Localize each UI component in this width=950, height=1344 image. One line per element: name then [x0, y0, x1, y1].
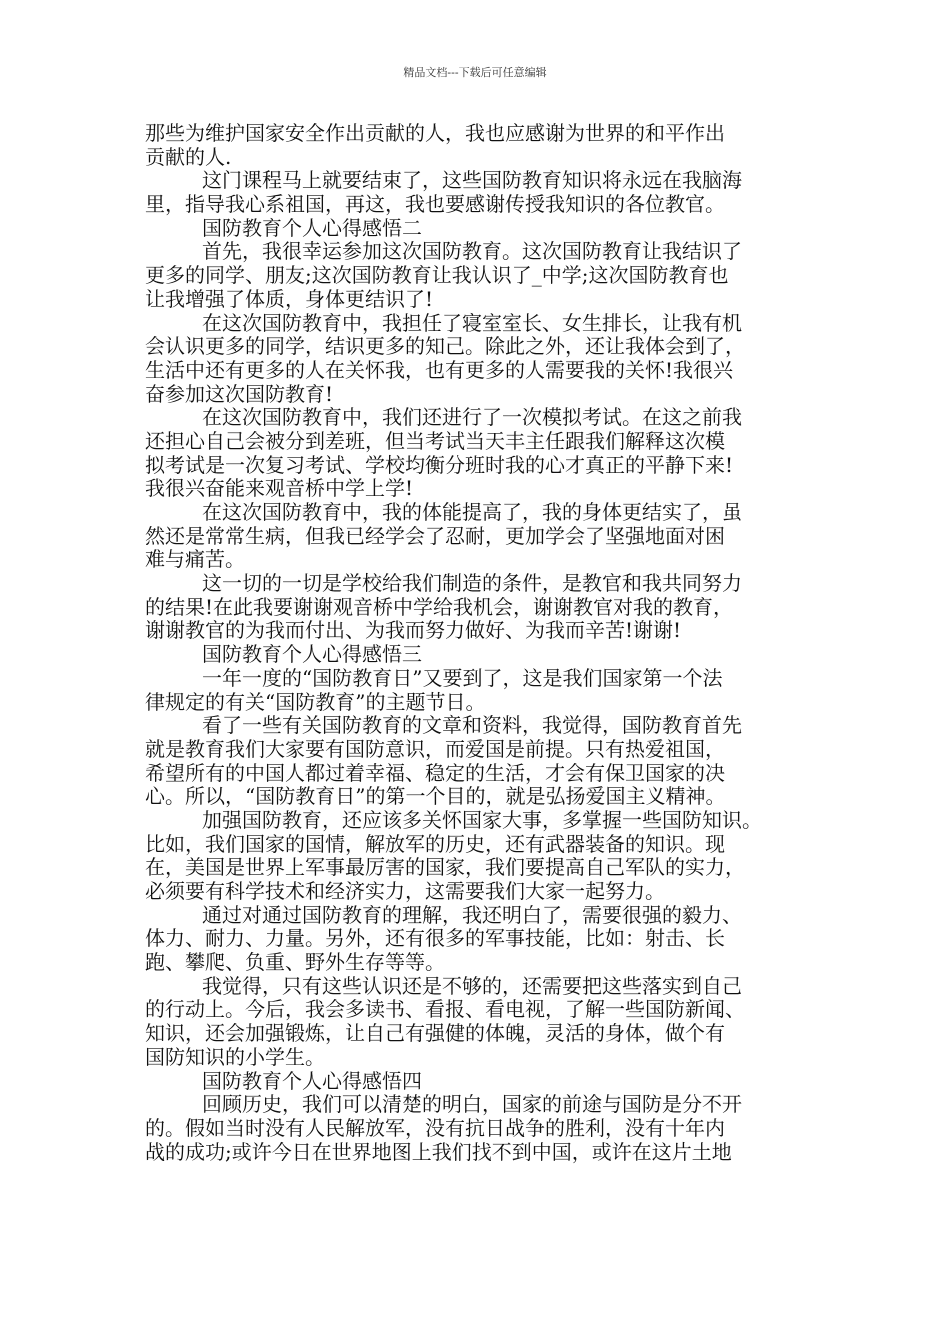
- text-line: 的结果!在此我要谢谢观音桥中学给我机会，谢谢教官对我的教育，: [145, 595, 734, 619]
- text-line: 贡献的人.: [145, 145, 232, 169]
- text-line: 比如，我们国家的国情，解放军的历史，还有武器装备的知识。现: [145, 832, 725, 856]
- text-line: 加强国防教育，还应该多关怀国家大事，多掌握一些国防知识。: [202, 808, 762, 832]
- text-line: 还担心自己会被分到差班，但当考试当天丰主任跟我们解释这次模: [145, 429, 725, 453]
- text-line: 拟考试是一次复习考试、学校均衡分班时我的心才真正的平静下来!: [145, 453, 734, 477]
- text-line: 奋参加这次国防教育!: [145, 382, 334, 406]
- text-line: 国防教育个人心得感悟三: [202, 643, 422, 667]
- text-line: 让我增强了体质，身体更结识了!: [145, 287, 434, 311]
- text-line: 知识，还会加强锻炼，让自己有强健的体魄，灵活的身体，做个有: [145, 1022, 725, 1046]
- text-line: 首先，我很幸运参加这次国防教育。这次国防教育让我结识了: [202, 240, 742, 264]
- text-line: 希望所有的中国人都过着幸福、稳定的生活，才会有保卫国家的决: [145, 761, 725, 785]
- text-line: 必须要有科学技术和经济实力，这需要我们大家一起努力。: [145, 880, 665, 903]
- text-line: 通过对通过国防教育的理解，我还明白了，需要很强的毅力、: [202, 903, 742, 927]
- text-line: 我很兴奋能来观音桥中学上学!: [145, 477, 414, 501]
- text-line: 在这次国防教育中，我的体能提高了，我的身体更结实了，虽: [202, 501, 742, 524]
- text-line: 会认识更多的同学，结识更多的知己。除此之外，还让我体会到了，: [145, 335, 745, 359]
- text-line: 的。假如当时没有人民解放军，没有抗日战争的胜利，没有十年内: [145, 1116, 725, 1140]
- text-line: 在这次国防教育中，我们还进行了一次模拟考试。在这之前我: [202, 406, 742, 430]
- text-line: 律规定的有关“国防教育”的主题节日。: [145, 690, 486, 714]
- page-header: 精品文档---下载后可任意编辑: [403, 66, 547, 79]
- text-line: 生活中还有更多的人在关怀我，也有更多的人需要我的关怀!我很兴: [145, 358, 734, 382]
- text-line: 跑、攀爬、负重、野外生存等等。: [145, 951, 445, 975]
- text-line: 一年一度的“国防教育日”又要到了，这是我们国家第一个法: [202, 666, 723, 690]
- text-line: 战的成功;或许今日在世界地图上我们找不到中国，或许在这片土地: [145, 1140, 732, 1164]
- text-line: 心。所以，“国防教育日”的第一个目的，就是弘扬爱国主义精神。: [145, 785, 726, 809]
- text-line: 回顾历史，我们可以清楚的明白，国家的前途与国防是分不开: [202, 1093, 742, 1117]
- text-line: 国防教育个人心得感悟二: [202, 216, 422, 240]
- text-line: 里，指导我心系祖国，再这，我也要感谢传授我知识的各位教官。: [145, 193, 725, 217]
- text-line: 这一切的一切是学校给我们制造的条件，是教官和我共同努力: [202, 572, 742, 596]
- text-line: 体力、耐力、力量。另外，还有很多的军事技能，比如：射击、长: [145, 927, 725, 951]
- text-line: 谢谢教官的为我而付出、为我而努力做好、为我而辛苦!谢谢!: [145, 619, 682, 643]
- text-line: 国防知识的小学生。: [145, 1045, 325, 1069]
- text-line: 更多的同学、朋友;这次国防教育让我认识了_中学;这次国防教育也: [145, 264, 729, 288]
- text-line: 看了一些有关国防教育的文章和资料，我觉得，国防教育首先: [202, 714, 742, 738]
- text-line: 这门课程马上就要结束了，这些国防教育知识将永远在我脑海: [202, 169, 742, 193]
- text-line: 那些为维护国家安全作出贡献的人，我也应感谢为世界的和平作出: [145, 122, 725, 145]
- text-line: 国防教育个人心得感悟四: [202, 1069, 422, 1093]
- text-line: 就是教育我们大家要有国防意识，而爱国是前提。只有热爱祖国，: [145, 737, 725, 761]
- text-line: 在这次国防教育中，我担任了寝室室长、女生排长，让我有机: [202, 311, 742, 335]
- document-body: [145, 122, 813, 1164]
- text-line: 的行动上。今后，我会多读书、看报、看电视，了解一些国防新闻、: [145, 998, 745, 1022]
- text-line: 在，美国是世界上军事最厉害的国家，我们要提高自己军队的实力，: [145, 856, 745, 880]
- text-line: 然还是常常生病，但我已经学会了忍耐，更加学会了坚强地面对困: [145, 524, 725, 548]
- text-line: 我觉得，只有这些认识还是不够的，还需要把这些落实到自己: [202, 974, 742, 998]
- text-line: 难与痛苦。: [145, 548, 245, 572]
